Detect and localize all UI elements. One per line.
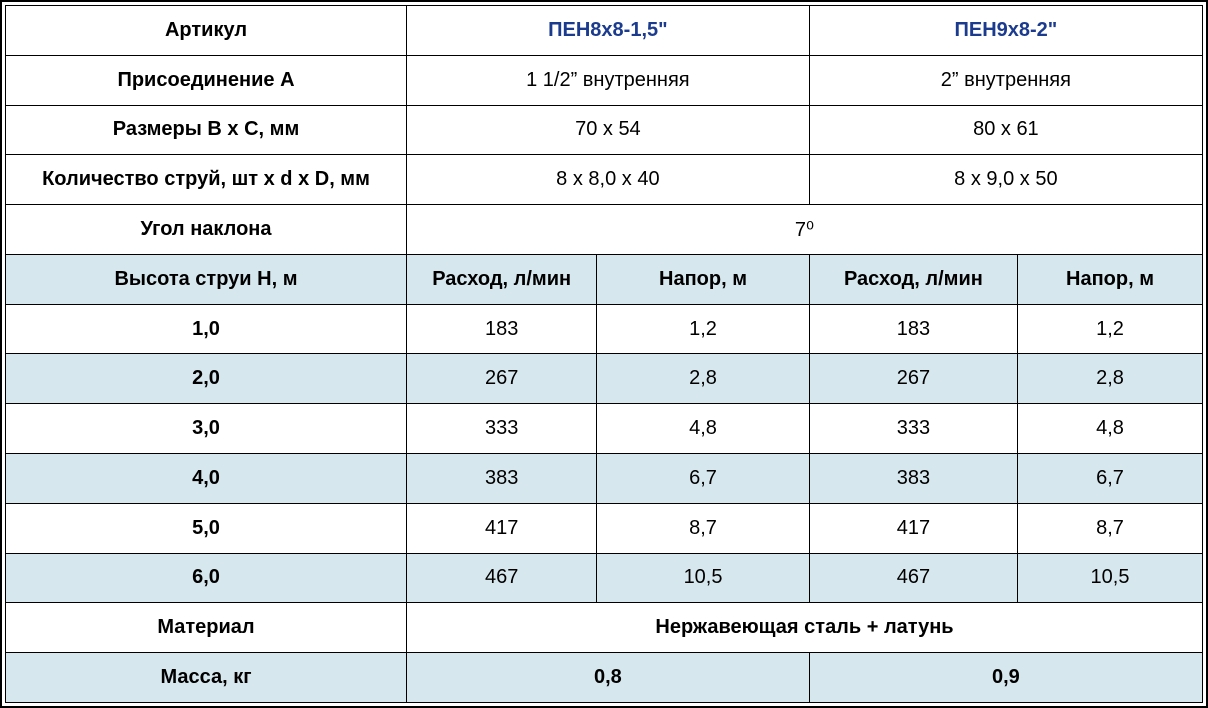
head-cell-2: 8,7 — [1018, 503, 1203, 553]
jet-height-cell: 1,0 — [6, 304, 407, 354]
head-cell-1: 10,5 — [597, 553, 809, 603]
jet-height-cell: 3,0 — [6, 404, 407, 454]
article-value-2: ПЕН9х8-2" — [809, 6, 1202, 56]
flow-cell-1: 383 — [407, 454, 597, 504]
head-cell-2: 1,2 — [1018, 304, 1203, 354]
head-cell-2: 6,7 — [1018, 454, 1203, 504]
material-label: Материал — [6, 603, 407, 653]
flow-cell-1: 183 — [407, 304, 597, 354]
table-row — [6, 454, 1203, 504]
flow-cell-1: 417 — [407, 503, 597, 553]
mass-value-1: 0,8 — [407, 653, 810, 703]
angle-row — [6, 205, 1203, 255]
material-row — [6, 603, 1203, 653]
measure-header-row — [6, 254, 1203, 304]
jet-height-cell: 4,0 — [6, 454, 407, 504]
flow-cell-2: 333 — [809, 404, 1017, 454]
table-row — [6, 304, 1203, 354]
flow-cell-2: 467 — [809, 553, 1017, 603]
jet-count-value-1: 8 х 8,0 х 40 — [407, 155, 810, 205]
flow-cell-1: 467 — [407, 553, 597, 603]
article-value-1: ПЕН8х8-1,5" — [407, 6, 810, 56]
flow-cell-2: 267 — [809, 354, 1017, 404]
mass-value-2: 0,9 — [809, 653, 1202, 703]
angle-label: Угол наклона — [6, 205, 407, 255]
mass-row — [6, 653, 1203, 703]
mass-label: Масса, кг — [6, 653, 407, 703]
head-cell-2: 2,8 — [1018, 354, 1203, 404]
article-label: Артикул — [6, 6, 407, 56]
head-cell-1: 1,2 — [597, 304, 809, 354]
flow-cell-1: 267 — [407, 354, 597, 404]
dimensions-value-2: 80 х 61 — [809, 105, 1202, 155]
table-row — [6, 503, 1203, 553]
dimensions-value-1: 70 х 54 — [407, 105, 810, 155]
product-spec-table — [5, 5, 1203, 703]
jet-height-cell: 6,0 — [6, 553, 407, 603]
jet-height-cell: 5,0 — [6, 503, 407, 553]
article-row — [6, 6, 1203, 56]
head-cell-1: 2,8 — [597, 354, 809, 404]
jet-count-label: Количество струй, шт х d х D, мм — [6, 155, 407, 205]
jet-count-value-2: 8 х 9,0 х 50 — [809, 155, 1202, 205]
flow-cell-2: 383 — [809, 454, 1017, 504]
flow-cell-2: 183 — [809, 304, 1017, 354]
connection-row — [6, 55, 1203, 105]
table-row — [6, 553, 1203, 603]
dimensions-label: Размеры В х С, мм — [6, 105, 407, 155]
head-cell-1: 4,8 — [597, 404, 809, 454]
head-cell-1: 8,7 — [597, 503, 809, 553]
jet-height-cell: 2,0 — [6, 354, 407, 404]
connection-value-1: 1 1/2” внутренняя — [407, 55, 810, 105]
connection-value-2: 2” внутренняя — [809, 55, 1202, 105]
header-jet-height: Высота струи Н, м — [6, 254, 407, 304]
angle-value: 7⁰ — [407, 205, 1203, 255]
head-cell-2: 4,8 — [1018, 404, 1203, 454]
flow-cell-2: 417 — [809, 503, 1017, 553]
head-cell-1: 6,7 — [597, 454, 809, 504]
material-value: Нержавеющая сталь + латунь — [407, 603, 1203, 653]
jet-count-row — [6, 155, 1203, 205]
header-flow-2: Расход, л/мин — [809, 254, 1017, 304]
header-head-1: Напор, м — [597, 254, 809, 304]
table-row — [6, 354, 1203, 404]
flow-cell-1: 333 — [407, 404, 597, 454]
head-cell-2: 10,5 — [1018, 553, 1203, 603]
connection-label: Присоединение А — [6, 55, 407, 105]
header-head-2: Напор, м — [1018, 254, 1203, 304]
header-flow-1: Расход, л/мин — [407, 254, 597, 304]
table-row — [6, 404, 1203, 454]
dimensions-row — [6, 105, 1203, 155]
